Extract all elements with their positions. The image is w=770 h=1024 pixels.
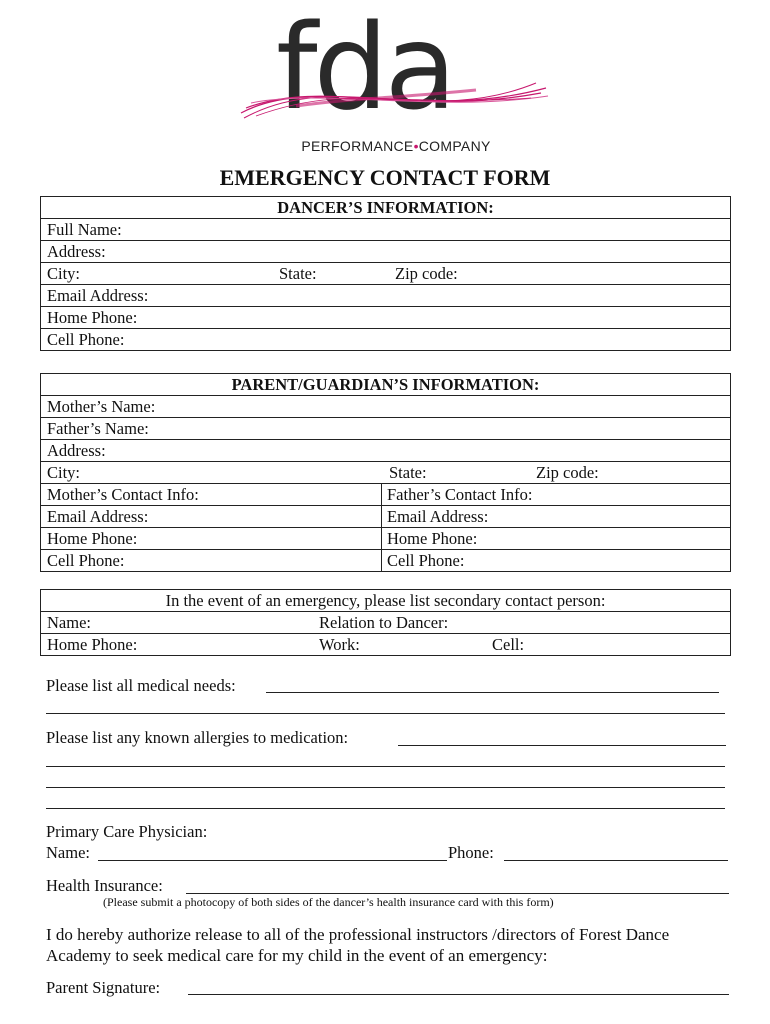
dancer-city-field[interactable] bbox=[41, 262, 730, 284]
field-label: Cell Phone: bbox=[47, 330, 125, 349]
field-label: Father’s Contact Info: bbox=[387, 485, 533, 504]
insurance-line[interactable] bbox=[186, 893, 729, 894]
insurance-label: Health Insurance: bbox=[46, 876, 163, 895]
field-label: Name: bbox=[47, 613, 91, 632]
parent-info-table bbox=[40, 373, 731, 572]
column-divider bbox=[381, 506, 382, 527]
allergies-label: Please list any known allergies to medication: bbox=[46, 728, 349, 747]
dancer-info-heading: DANCER’S INFORMATION: bbox=[277, 198, 494, 217]
dancer-email-field[interactable] bbox=[41, 284, 730, 306]
field-label: City: bbox=[47, 463, 81, 482]
father-name-field[interactable] bbox=[41, 417, 730, 439]
signature-line[interactable] bbox=[188, 994, 729, 995]
field-label: Home Phone: bbox=[47, 635, 138, 654]
field-label: Email Address: bbox=[387, 507, 489, 526]
parent-cell-phone-row[interactable] bbox=[41, 549, 730, 571]
column-divider bbox=[381, 528, 382, 549]
allergies-line[interactable] bbox=[398, 745, 726, 746]
dancer-home-phone-field[interactable] bbox=[41, 306, 730, 328]
physician-phone-label: Phone: bbox=[448, 843, 494, 862]
logo-tagline: PERFORMANCE•COMPANY bbox=[301, 138, 491, 154]
allergies-line-4[interactable] bbox=[46, 808, 725, 809]
parent-info-heading: PARENT/GUARDIAN’S INFORMATION: bbox=[231, 375, 540, 394]
logo-swoosh-icon bbox=[236, 68, 556, 128]
field-label: Mother’s Contact Info: bbox=[47, 485, 199, 504]
field-label: Home Phone: bbox=[47, 308, 138, 327]
column-divider bbox=[381, 484, 382, 505]
field-label: Home Phone: bbox=[47, 529, 138, 548]
field-label: Mother’s Name: bbox=[47, 397, 156, 416]
parent-address-field[interactable] bbox=[41, 439, 730, 461]
field-label: Address: bbox=[47, 242, 106, 261]
physician-name-label: Name: bbox=[46, 843, 90, 862]
secondary-name-row[interactable] bbox=[41, 611, 730, 633]
field-label: Email Address: bbox=[47, 286, 149, 305]
page-title: EMERGENCY CONTACT FORM bbox=[219, 165, 551, 190]
field-label: Cell Phone: bbox=[47, 551, 125, 570]
authorization-text: I do hereby authorize release to all of the professional instructors /directors of Forest Dance Academy to seek medical care for my child in the event of an emergency: bbox=[46, 925, 670, 965]
parent-home-phone-row[interactable] bbox=[41, 527, 730, 549]
medical-needs-line[interactable] bbox=[266, 692, 719, 693]
physician-phone-line[interactable] bbox=[504, 860, 728, 861]
field-label: Cell Phone: bbox=[387, 551, 465, 570]
field-label: Cell: bbox=[492, 635, 525, 654]
allergies-line-3[interactable] bbox=[46, 787, 725, 788]
secondary-phone-row[interactable] bbox=[41, 633, 730, 655]
field-label: Full Name: bbox=[47, 220, 122, 239]
contact-info-row bbox=[41, 483, 730, 505]
dancer-cell-phone-field[interactable] bbox=[41, 328, 730, 350]
allergies-line-2[interactable] bbox=[46, 766, 725, 767]
field-label: Address: bbox=[47, 441, 106, 460]
parent-email-row[interactable] bbox=[41, 505, 730, 527]
dancer-full-name-field[interactable] bbox=[41, 218, 730, 240]
field-label: Zip code: bbox=[395, 264, 458, 283]
column-divider bbox=[381, 550, 382, 571]
mother-name-field[interactable] bbox=[41, 395, 730, 417]
secondary-contact-heading: In the event of an emergency, please list secondary contact person: bbox=[165, 591, 606, 610]
medical-needs-line-2[interactable] bbox=[46, 713, 725, 714]
parent-city-field[interactable] bbox=[41, 461, 730, 483]
physician-name-line[interactable] bbox=[98, 860, 447, 861]
logo bbox=[236, 0, 556, 158]
field-label: State: bbox=[279, 264, 317, 283]
signature-label: Parent Signature: bbox=[46, 978, 161, 997]
field-label: Home Phone: bbox=[387, 529, 478, 548]
field-label: State: bbox=[389, 463, 427, 482]
medical-needs-label: Please list all medical needs: bbox=[46, 676, 236, 695]
field-label: Work: bbox=[319, 635, 360, 654]
field-label: Father’s Name: bbox=[47, 419, 149, 438]
secondary-contact-table bbox=[40, 589, 731, 656]
dancer-address-field[interactable] bbox=[41, 240, 730, 262]
field-label: Relation to Dancer: bbox=[319, 613, 449, 632]
field-label: Zip code: bbox=[536, 463, 599, 482]
field-label: City: bbox=[47, 264, 81, 283]
physician-label: Primary Care Physician: bbox=[46, 822, 208, 841]
insurance-note: (Please submit a photocopy of both sides of the dancer’s health insurance card with this form) bbox=[103, 895, 554, 909]
dancer-info-table bbox=[40, 196, 731, 351]
field-label: Email Address: bbox=[47, 507, 149, 526]
logo-letters: fda bbox=[276, 0, 453, 136]
